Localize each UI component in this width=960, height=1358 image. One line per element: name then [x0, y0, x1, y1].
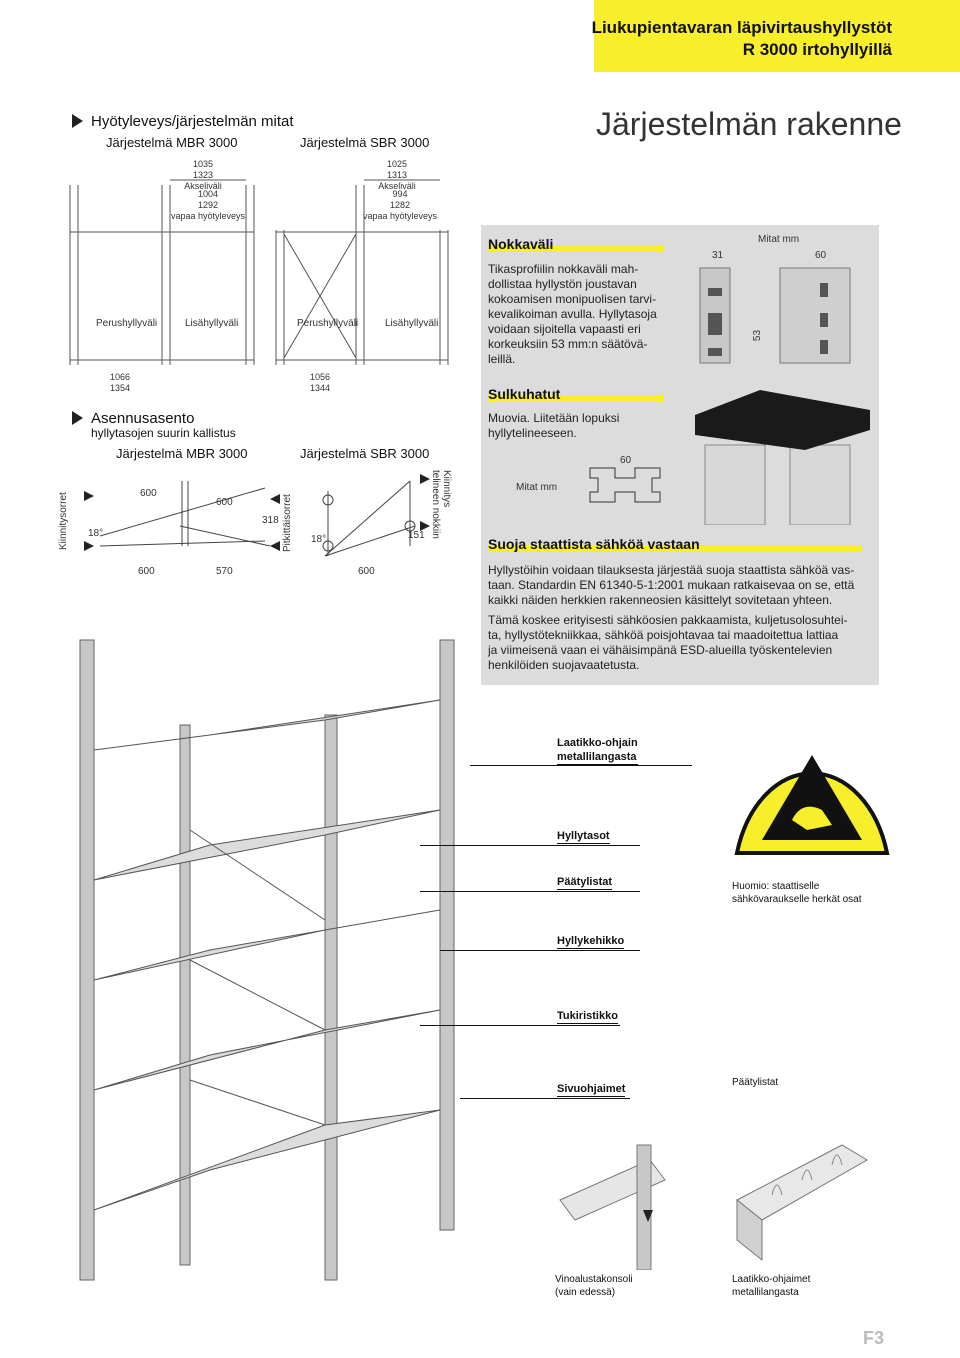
- dim-53: 53: [752, 329, 764, 342]
- caption-vinoalustakonsoli: Vinoalustakonsoli (vain edessä): [555, 1274, 633, 1298]
- header-line2: R 3000 irtohyllyillä: [742, 40, 892, 59]
- mbr-clear-dim: 1004 1292 vapaa hyötyleveys: [170, 189, 246, 221]
- dim-31: 31: [712, 250, 724, 261]
- angle-label-mbr: 18°: [88, 528, 104, 539]
- nokkavali-text: Tikasprofiilin nokkaväli mah- dollistaa hyllystön joustavan kokoamisen monipuolisen tarvi- kevalikoiman avulla. Hyllytasoja voidaan sijoitella vapaasti eri korkeuksiin 53 mm:n säätövä- leillä.: [488, 262, 657, 366]
- mbr-axis-dim: 1035 1323 Akseliväli: [184, 159, 222, 191]
- leader-line-paatylistat: [420, 891, 640, 892]
- dim-318: 318: [262, 515, 279, 526]
- leader-line-hyllykehikko: [440, 950, 640, 951]
- sulkuhatut-title: Sulkuhatut: [488, 386, 664, 404]
- sulkuhatut-text: Muovia. Liitetään lopuksi hyllytelineeseen.: [488, 411, 620, 440]
- angle-label-sbr: 18°: [311, 534, 327, 545]
- kiinnitys-nokkiin-label: Kiinnitys telineen nokkiin: [430, 470, 452, 539]
- callout-paatylistat-2: Päätylistat: [732, 1077, 779, 1088]
- page-number: F3: [862, 1328, 884, 1348]
- mbr-label: Järjestelmä MBR 3000: [106, 135, 238, 150]
- dim-b600c: 600: [358, 566, 375, 577]
- dim-b600: 600: [138, 566, 155, 577]
- nokkavali-title: Nokkaväli: [488, 236, 664, 254]
- shelving-rack-illustration: [60, 630, 500, 1290]
- bay-label-3: Perushyllyväli: [297, 318, 359, 329]
- sbr-clear-dim: 994 1282 vapaa hyötyleveys: [362, 189, 438, 221]
- leader-line-tukiristikko: [420, 1025, 620, 1026]
- dim-600a: 600: [140, 488, 157, 499]
- leader-line-laatikko: [470, 765, 692, 766]
- callout-laatikko-ohjain: Laatikko-ohjain metallilangasta: [557, 737, 638, 763]
- install-subtitle: hyllytasojen suurin kallistus: [91, 426, 236, 440]
- widths-title-text: Hyötyleveys/järjestelmän mitat: [91, 113, 294, 130]
- esd-paragraph-1: Hyllystöihin voidaan tilauksesta järjestää suoja staattista sähköä vas- taan. Standardin EN 61340-5-1:2001 mukaan ratkaisevaa on se, että kaikki näiden herkkien rakenneosien käsittelyt sovitetaan yhteen.: [488, 563, 855, 607]
- end-cap-profile-icon: [585, 460, 665, 510]
- kiinnitysorret-label: Kiinnitysorret: [58, 492, 69, 550]
- esd-warning-sign-icon: [732, 725, 892, 855]
- esd-title: Suoja staattista sähköä vastaan: [488, 536, 862, 554]
- sulkuhatut-mitat: Mitat mm: [516, 482, 558, 493]
- shelf-frame-diagram: [60, 150, 460, 400]
- install-diagram: [70, 466, 450, 586]
- callout-huomio: Huomio: staattiselle sähkövaraukselle herkät osat: [732, 881, 862, 905]
- sulkuhatut-dim-60: 60: [620, 455, 632, 466]
- dim-60: 60: [815, 250, 827, 261]
- install-title: [72, 410, 194, 427]
- widths-title: [72, 113, 294, 130]
- install-sbr-label: Järjestelmä SBR 3000: [300, 446, 430, 461]
- bay-label-1: Perushyllyväli: [96, 318, 158, 329]
- install-mbr-label: Järjestelmä MBR 3000: [116, 446, 248, 461]
- sbr-depth-dim: 1056 1344: [309, 372, 331, 393]
- incline-bracket-illustration: [555, 1140, 670, 1270]
- nokkavali-mitat: Mitat mm: [758, 234, 800, 245]
- sbr-axis-dim: 1025 1313 Akseliväli: [378, 159, 416, 191]
- callout-tukiristikko: Tukiristikko: [557, 1010, 618, 1022]
- dim-151: 151: [408, 530, 425, 541]
- pitkittaisorret-label: Pitkittäisorret: [282, 494, 293, 552]
- leader-line-hyllytasot: [420, 845, 640, 846]
- header-line1: Liukupientavaran läpivirtaushyllystöt: [591, 18, 892, 37]
- mbr-depth-dim: 1066 1354: [109, 372, 131, 393]
- end-cap-illustration: [690, 385, 875, 525]
- dim-600b: 600: [216, 497, 233, 508]
- sbr-label: Järjestelmä SBR 3000: [300, 135, 430, 150]
- callout-hyllytasot: Hyllytasot: [557, 830, 610, 842]
- triangle-bullet-icon: [72, 411, 83, 425]
- upright-profile-illustration: [690, 258, 870, 368]
- page-title: Järjestelmän rakenne: [596, 106, 902, 142]
- leader-line-sivuohjaimet: [460, 1098, 630, 1099]
- callout-paatylistat: Päätylistat: [557, 876, 613, 888]
- dim-b570: 570: [216, 566, 233, 577]
- triangle-bullet-icon: [72, 114, 83, 128]
- callout-hyllykehikko: Hyllykehikko: [557, 935, 625, 947]
- caption-laatikko-ohjaimet: Laatikko-ohjaimet metallilangasta: [732, 1274, 811, 1298]
- drawer-guide-illustration: [732, 1140, 872, 1270]
- install-title-text: Asennusasento: [91, 410, 195, 427]
- callout-sivuohjaimet: Sivuohjaimet: [557, 1083, 626, 1095]
- esd-paragraph-2: Tämä koskee erityisesti sähköosien pakkaamista, kuljetusolosuhtei- ta, hyllystötekniikkaa, sähköä poisjohtavaa tai maadoitettua lattiaa ja viimeisenä vaan ei vähäisimpänä ESD-alueilla työskentelevien henkilöiden suojavaatetusta.: [488, 613, 848, 672]
- bay-label-2: Lisähyllyväli: [185, 318, 239, 329]
- bay-label-4: Lisähyllyväli: [385, 318, 439, 329]
